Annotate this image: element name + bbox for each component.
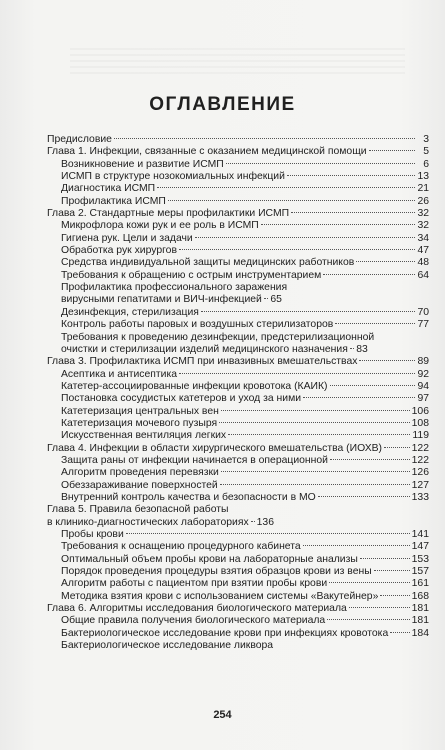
dot-leader	[384, 447, 410, 448]
toc-page-number: 184	[411, 627, 429, 639]
dot-leader	[261, 224, 415, 225]
toc-page-number: 34	[417, 232, 429, 244]
toc-page-number: 126	[411, 467, 429, 479]
toc-entry-title-line: вирусными гепатитами и ВИЧ-инфекцией	[61, 294, 262, 306]
toc-entry-title: Обработка рук хирургов	[61, 245, 177, 257]
dot-leader	[303, 397, 415, 398]
toc-entry-title: Пробы крови	[61, 529, 124, 540]
toc-section-entry	[47, 196, 429, 208]
dot-leader	[350, 348, 354, 349]
toc-section-entry	[47, 159, 429, 171]
dot-leader	[349, 607, 410, 608]
toc-entry-title-line: Требования к проведению дезинфекции, предстерилизационной	[61, 331, 375, 343]
toc-page-number: 77	[417, 319, 429, 331]
dot-leader	[264, 298, 268, 299]
toc-entry-title: Диагностика ИСМП	[61, 183, 156, 195]
toc-page-number: 168	[411, 590, 429, 602]
toc-entry-title-line: в клинико-диагностических лабораториях	[47, 516, 249, 528]
toc-entry-title: Профилактика ИСМП	[61, 195, 166, 207]
dot-leader	[327, 619, 409, 620]
toc-page-number: 181	[411, 603, 429, 615]
toc-page-number: 94	[417, 380, 429, 392]
toc-entry-title: Глава 6. Алгоритмы исследования биологического материала	[47, 603, 347, 615]
dot-leader	[335, 323, 415, 324]
toc-entry-title: Средства индивидуальной защиты медицинских работников	[61, 257, 355, 269]
dot-leader	[179, 249, 415, 250]
toc-chapter-entry	[47, 443, 429, 455]
toc-entry-title: ИСМП в структуре нозокомиальных инфекций	[61, 171, 285, 183]
toc-entry-title: Порядок проведения процедуры взятия образцов крови из вены	[61, 566, 372, 578]
dot-leader	[126, 533, 410, 534]
dot-leader	[251, 521, 255, 522]
dot-leader	[201, 311, 415, 312]
toc-page-number: 108	[411, 417, 429, 429]
toc-entry-title: Требования к обращению с острым инструментарием	[61, 269, 322, 281]
dot-leader	[228, 434, 410, 435]
toc-entry-title: Обеззараживание поверхностей	[61, 479, 218, 491]
toc-page-number: 147	[411, 541, 429, 553]
toc-page-number: 64	[417, 269, 429, 281]
toc-chapter-entry	[47, 134, 429, 146]
dot-leader	[219, 422, 410, 423]
toc-page-number: 21	[417, 183, 429, 195]
toc-entry-title: Дезинфекция, стерилизация	[61, 306, 199, 318]
toc-section-entry	[47, 529, 429, 541]
toc-section-entry	[47, 591, 429, 603]
toc-entry-title: Глава 3. Профилактика ИСМП при инвазивных вмешательствах	[47, 356, 358, 368]
toc-section-entry	[47, 430, 429, 442]
show-through-text	[70, 48, 405, 74]
toc-chapter-entry	[47, 208, 429, 220]
toc-section-entry	[47, 233, 429, 245]
toc-entry-title: Глава 2. Стандартные меры профилактики ИСМП	[47, 208, 290, 220]
dot-leader	[195, 237, 415, 238]
toc-page-number: 157	[411, 566, 429, 578]
toc-page-number: 122	[411, 442, 429, 454]
toc-page-number: 5	[423, 146, 429, 158]
toc-page-number: 48	[417, 257, 429, 269]
toc-section-entry	[47, 554, 429, 566]
toc-page-number: 119	[412, 430, 429, 442]
toc-page-number: 97	[417, 393, 429, 405]
toc-chapter-entry	[47, 504, 429, 529]
toc-section-entry	[47, 492, 429, 504]
dot-leader	[390, 632, 409, 633]
toc-page-number: 32	[417, 220, 429, 232]
toc-section-entry	[47, 615, 429, 627]
toc-page-number: 181	[411, 615, 429, 627]
toc-entry-title: Возникновение и развитие ИСМП	[61, 158, 224, 170]
toc-page-number: 47	[417, 245, 429, 257]
toc-section-entry	[47, 406, 429, 418]
dot-leader	[168, 200, 415, 201]
toc-section-entry	[47, 220, 429, 232]
toc-section-entry	[47, 480, 429, 492]
dot-leader	[303, 545, 410, 546]
toc-entry-title: Катетеризация мочевого пузыря	[61, 417, 218, 429]
toc-section-entry	[47, 319, 429, 331]
toc-entry-title: Внутренний контроль качества и безопасности в МО	[61, 491, 316, 503]
dot-leader	[114, 138, 415, 139]
toc-section-entry	[47, 566, 429, 578]
toc-entry-title: Катетеризация центральных вен	[61, 405, 219, 417]
dot-leader	[356, 261, 415, 262]
toc-section-entry	[47, 418, 429, 430]
dot-leader	[221, 410, 410, 411]
toc-page-number: 13	[417, 171, 429, 183]
toc-section-entry	[47, 578, 429, 590]
dot-leader	[318, 496, 410, 497]
toc-entry-title: Катетер-ассоциированные инфекции кровотока (КАИК)	[61, 380, 328, 392]
toc-entry-title-line: очистки и стерилизации изделий медицинского назначения	[61, 343, 348, 355]
toc-chapter-entry	[47, 146, 429, 158]
toc-section-entry	[47, 332, 429, 357]
toc-entry-title: Алгоритм работы с пациентом при взятии пробы крови	[61, 578, 328, 590]
toc-page-number: 89	[417, 356, 429, 368]
toc-entry-title: Глава 4. Инфекции в области хирургического вмешательства (ИОХВ)	[47, 442, 383, 454]
dot-leader	[380, 595, 409, 596]
toc-entry-title: Алгоритм проведения перевязки	[61, 467, 219, 479]
toc-entry-title: Защита раны от инфекции начинается в операционной	[61, 454, 328, 466]
dot-leader	[291, 212, 415, 213]
toc-section-entry	[47, 640, 429, 652]
toc-entry-title: Оптимальный объем пробы крови на лабораторные анализы	[61, 553, 358, 565]
toc-chapter-entry	[47, 356, 429, 368]
toc-page-number: 141	[411, 529, 429, 540]
toc-section-entry	[47, 171, 429, 183]
toc-chapter-entry	[47, 603, 429, 615]
table-of-contents	[47, 134, 429, 652]
toc-page-number: 26	[417, 195, 429, 207]
toc-entry-title-line: Глава 5. Правила безопасной работы	[47, 504, 229, 516]
toc-page-number: 161	[411, 578, 429, 590]
toc-section-entry	[47, 467, 429, 479]
dot-leader	[329, 582, 410, 583]
toc-page-number: 32	[417, 208, 429, 220]
toc-page-number: 133	[411, 491, 429, 503]
toc-section-entry	[47, 282, 429, 307]
dot-leader	[330, 459, 410, 460]
toc-page-number: 83	[356, 343, 368, 355]
toc-page-number: 136	[256, 516, 274, 528]
toc-section-entry	[47, 455, 429, 467]
toc-section-entry	[47, 628, 429, 640]
toc-entry-title: Бактериологическое исследование ликвора	[61, 640, 274, 652]
toc-entry-title: Искусственная вентиляция легких	[61, 430, 227, 442]
toc-section-entry	[47, 393, 429, 405]
toc-page-number: 3	[423, 134, 429, 145]
toc-entry-title: Бактериологическое исследование крови при инфекциях кровотока	[61, 627, 389, 639]
toc-section-entry	[47, 307, 429, 319]
toc-entry-title: Асептика и антисептика	[61, 368, 178, 380]
toc-section-entry	[47, 183, 429, 195]
toc-section-entry	[47, 257, 429, 269]
toc-entry-title-line: Профилактика профессионального заражения	[61, 282, 288, 294]
toc-page-number: 122	[411, 454, 429, 466]
toc-page-number: 153	[411, 553, 429, 565]
toc-entry-title: Микрофлора кожи рук и ее роль в ИСМП	[61, 220, 259, 232]
dot-leader	[157, 187, 415, 188]
dot-leader	[226, 163, 415, 164]
toc-entry-title: Гигиена рук. Цели и задачи	[61, 232, 193, 244]
dot-leader	[374, 570, 410, 571]
toc-page-number: 6	[423, 158, 429, 170]
dot-leader	[221, 471, 410, 472]
toc-page-number: 65	[270, 294, 282, 306]
toc-entry-title: Контроль работы паровых и воздушных стерилизаторов	[61, 319, 334, 331]
toc-entry-title: Предисловие	[47, 134, 112, 145]
toc-page-number: 127	[411, 479, 429, 491]
toc-section-entry	[47, 245, 429, 257]
dot-leader	[287, 175, 415, 176]
page-title: ОГЛАВЛЕНИЕ	[149, 94, 296, 115]
toc-section-entry	[47, 541, 429, 553]
dot-leader	[360, 558, 410, 559]
toc-section-entry	[47, 381, 429, 393]
dot-leader	[220, 484, 410, 485]
toc-entry-title: Требования к оснащению процедурного кабинета	[61, 541, 301, 553]
toc-entry-title: Глава 1. Инфекции, связанные с оказанием медицинской помощи	[47, 146, 367, 158]
toc-page-number: 106	[411, 405, 429, 417]
toc-section-entry	[47, 369, 429, 381]
dot-leader	[179, 373, 415, 374]
toc-page-number: 70	[417, 306, 429, 318]
toc-entry-title: Постановка сосудистых катетеров и уход за ними	[61, 393, 302, 405]
toc-section-entry	[47, 270, 429, 282]
toc-entry-title: Методика взятия крови с использованием системы «Вакутейнер»	[61, 590, 379, 602]
toc-entry-title: Общие правила получения биологического материала	[61, 615, 326, 627]
dot-leader	[330, 385, 415, 386]
dot-leader	[369, 150, 415, 151]
page-number: 254	[213, 709, 232, 721]
toc-page-number: 92	[417, 368, 429, 380]
dot-leader	[359, 360, 415, 361]
dot-leader	[323, 274, 415, 275]
